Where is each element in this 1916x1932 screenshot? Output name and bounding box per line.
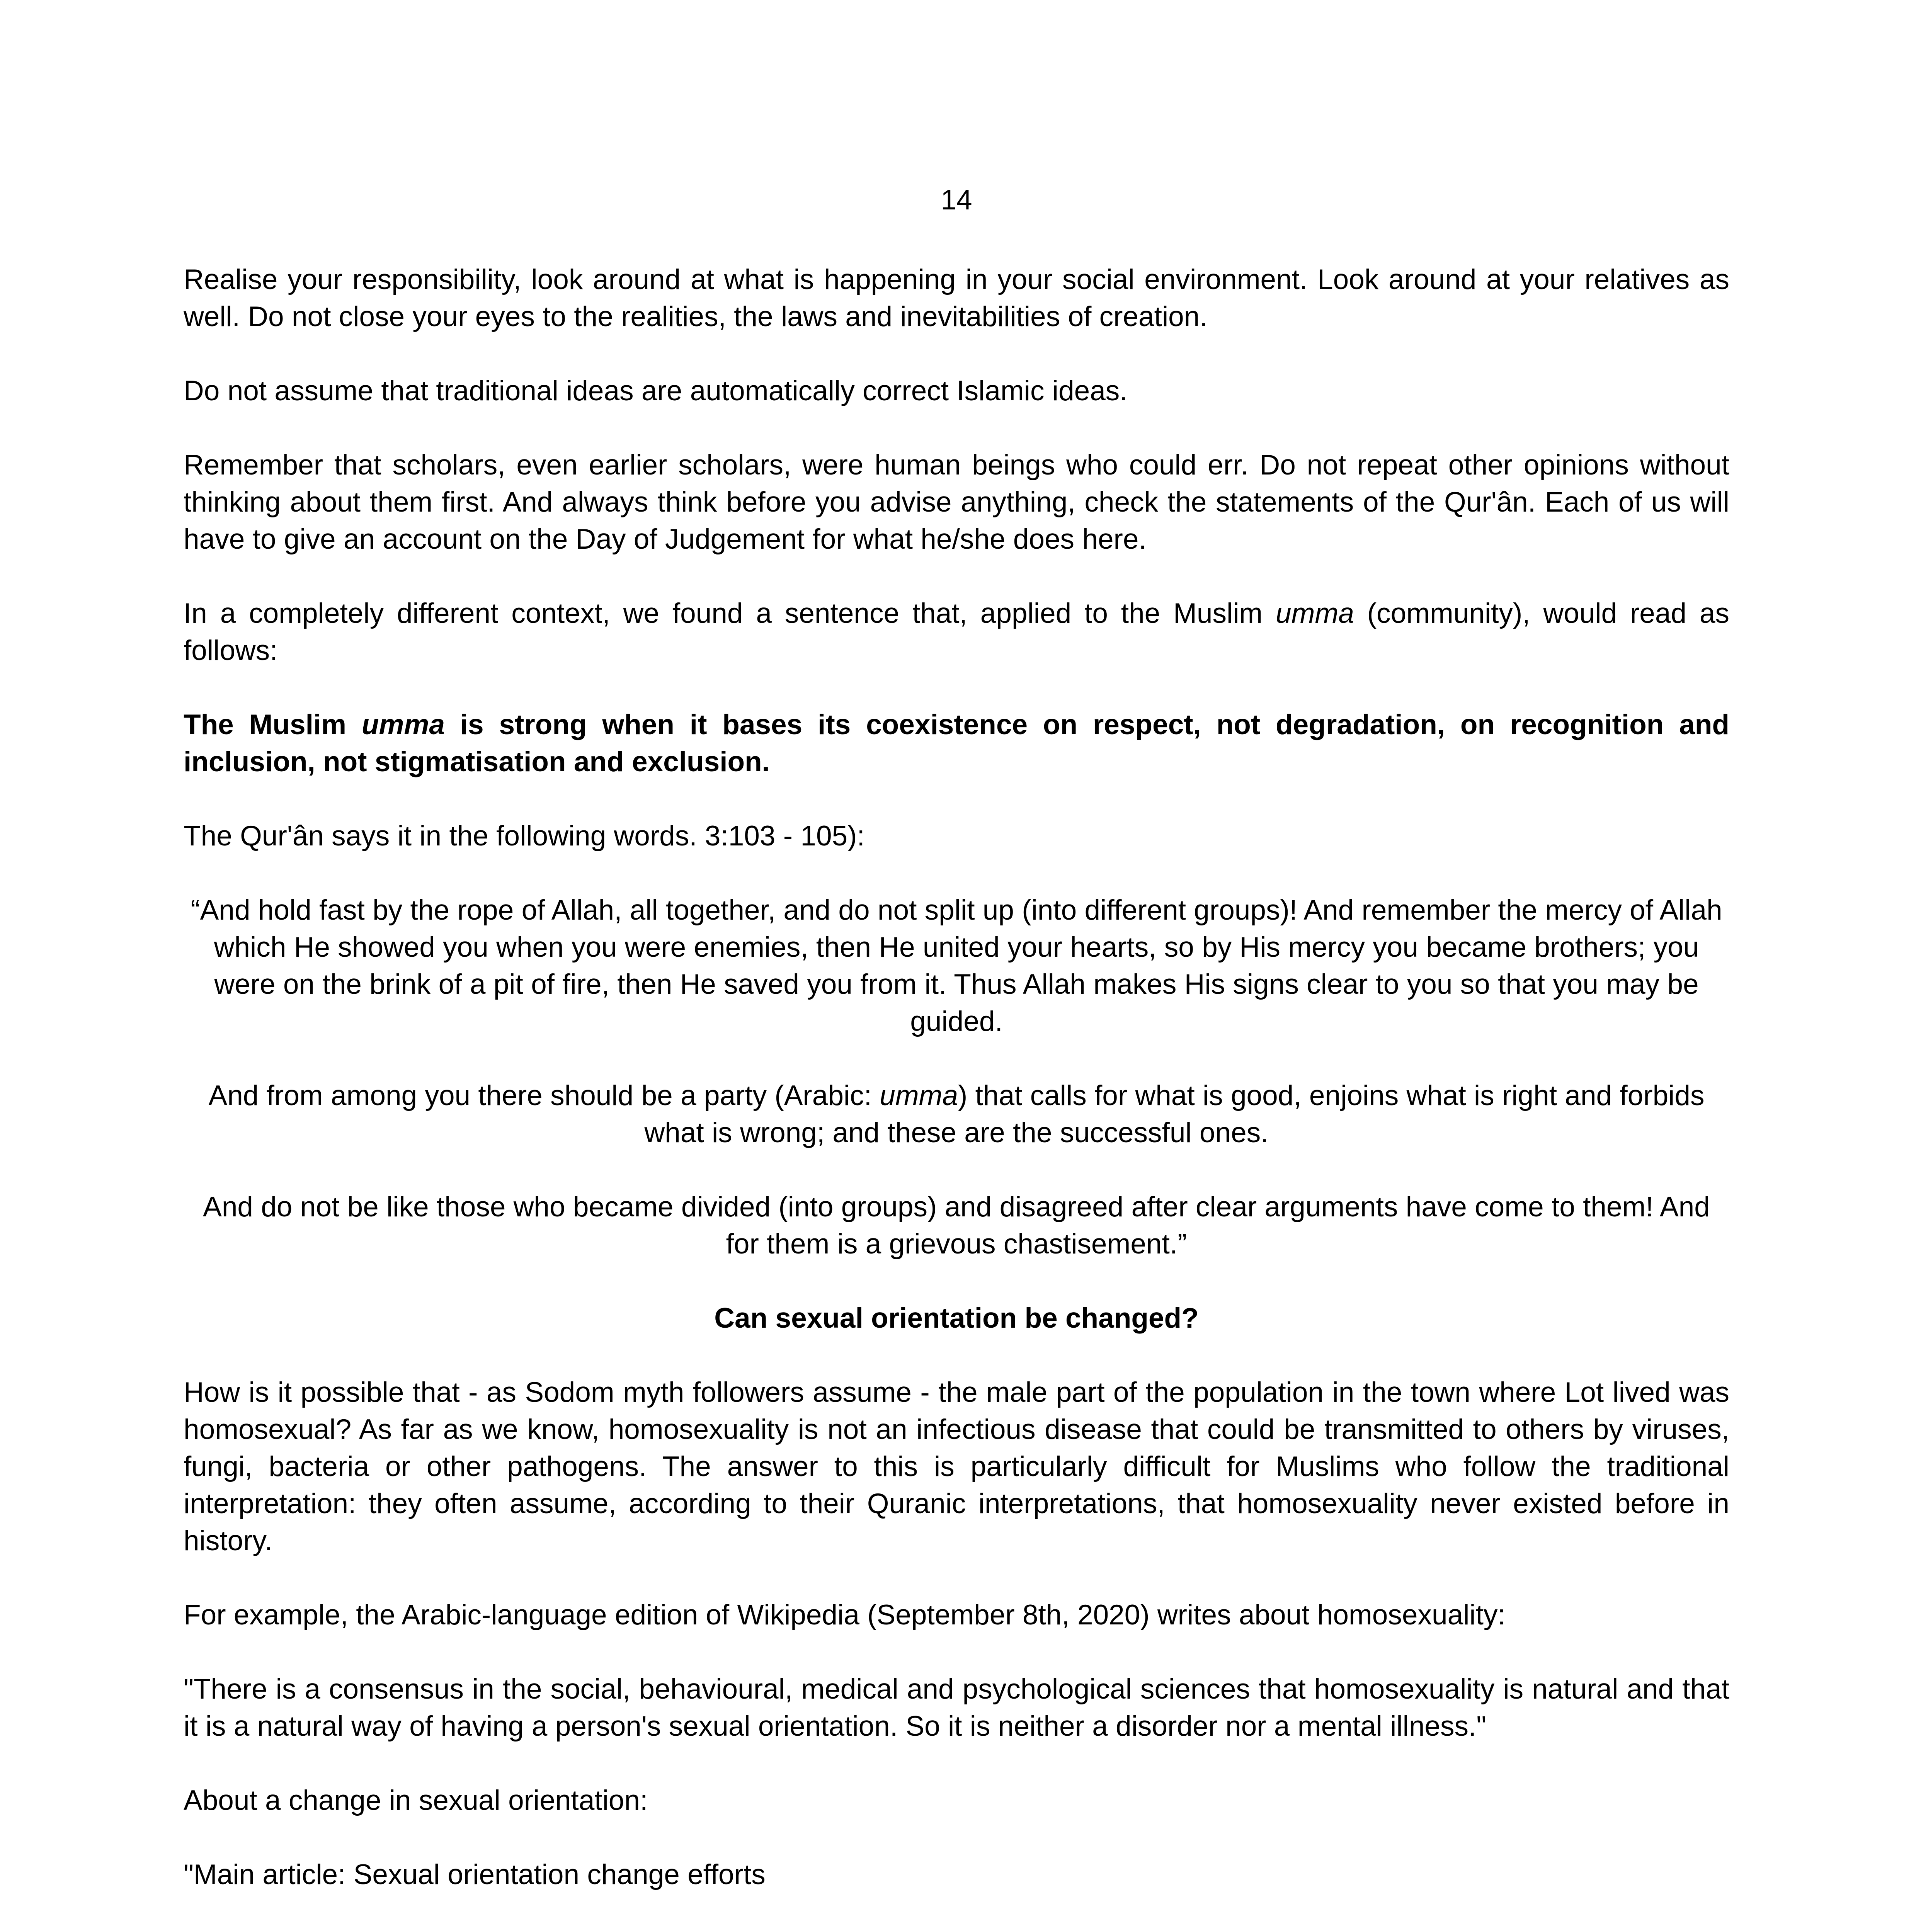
text-run: And from among you there should be a party (Arabic: (208, 1080, 880, 1111)
paragraph-experiments (184, 1930, 1729, 1932)
paragraph-change-orientation: About a change in sexual orientation: (184, 1785, 648, 1816)
quote-verse-103: “And hold fast by the rope of Allah, all together, and do not split up (into different groups)! And remember the mercy of Allah which He showed you when you were enemies, then He united your hearts, so by His mercy you became brothers; you were on the brink of a pit of fire, then He saved you from it. Thus Allah makes His signs clear to you so that you may be guided. (191, 895, 1722, 1037)
section-heading: Can sexual orientation be changed? (714, 1303, 1199, 1334)
text-run: ) that calls for what is good, enjoins what is right and forbids what is wrong; and these are the successful ones. (644, 1080, 1705, 1148)
italic-term-umma: umma (880, 1080, 958, 1111)
paragraph-quran-intro: The Qur'ân says it in the following words. 3:103 - 105): (184, 820, 865, 852)
italic-term-umma: umma (1276, 598, 1354, 629)
paragraph-scholars: Remember that scholars, even earlier scholars, were human beings who could err. Do not repeat other opinions without thinking about them first. And always think before you advise anything, check the statements of the Qur'ân. Each of us will have to give an account on the Day of Judgement for what he/she does here. (184, 449, 1729, 555)
paragraph-sodom-myth: How is it possible that - as Sodom myth followers assume - the male part of the population in the town where Lot lived was homosexual? As far as we know, homosexuality is not an infectious disease that could be transmitted to others by viruses, fungi, bacteria or other pathogens. The answer to this is particularly difficult for Muslims who follow the traditional interpretation: they often assume, according to their Quranic interpretations, that homosexuality never existed before in history. (184, 1377, 1729, 1556)
text-run: The Muslim (184, 709, 362, 740)
quote-verse-104 (184, 1077, 1729, 1151)
italic-term-umma: umma (361, 709, 445, 740)
paragraph-consensus-quote: "There is a consensus in the social, behavioural, medical and psychological sciences that homosexuality is natural and that it is a natural way of having a person's sexual orientation. So it is neither a disorder nor a mental illness." (184, 1673, 1729, 1742)
paragraph-responsibility: Realise your responsibility, look around at what is happening in your social environment. Look around at your relatives as well. Do not close your eyes to the realities, the laws and inevitabilities of creation. (184, 264, 1729, 332)
text-run: In a completely different context, we found a sentence that, applied to the Muslim (184, 598, 1276, 629)
page-number: 14 (941, 184, 972, 216)
paragraph-different-context (184, 595, 1729, 669)
paragraph-traditional-ideas: Do not assume that traditional ideas are automatically correct Islamic ideas. (184, 375, 1128, 406)
quote-verse-105: And do not be like those who became divided (into groups) and disagreed after clear arguments have come to them! And for them is a grievous chastisement.” (203, 1191, 1710, 1260)
paragraph-umma-strong (184, 706, 1729, 781)
text-run: is strong when it bases its coexistence on respect, not degradation, on recognition and inclusion, not stigmatisation and exclusion. (184, 709, 1729, 777)
paragraph-arabic-wikipedia: For example, the Arabic-language edition of Wikipedia (September 8th, 2020) writes about homosexuality: (184, 1599, 1506, 1631)
page-content (184, 182, 1729, 1932)
text-run: (community), would read as follows: (184, 598, 1729, 666)
paragraph-main-article: "Main article: Sexual orientation change efforts (184, 1859, 766, 1890)
